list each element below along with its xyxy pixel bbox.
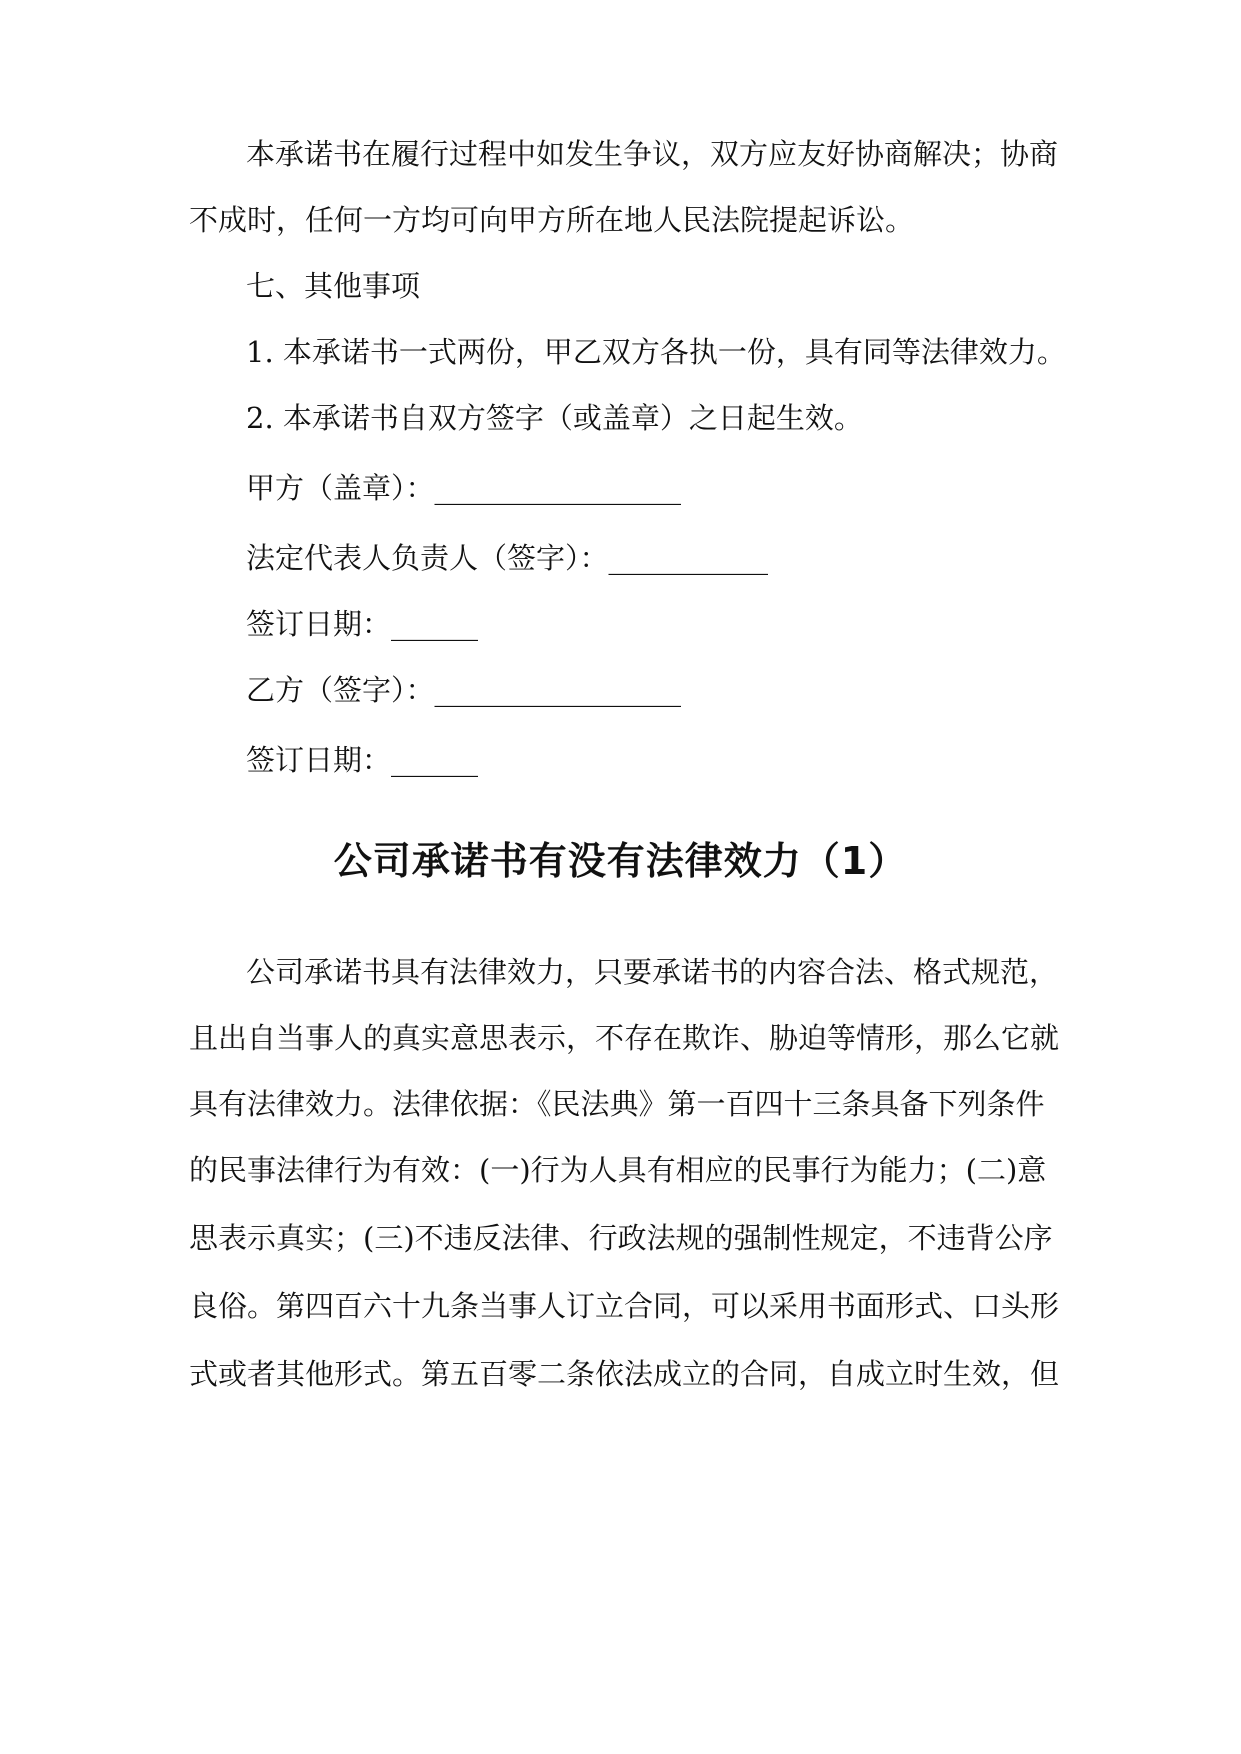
dispute-paragraph-line-2: 不成时，任何一方均可向甲方所在地人民法院提起诉讼。 bbox=[189, 203, 915, 237]
body-line-3: 具有法律效力。法律依据：《民法典》第一百四十三条具备下列条件 bbox=[189, 1087, 1045, 1121]
section-heading-other-matters: 七、其他事项 bbox=[246, 269, 421, 303]
signature-party-a: 甲方（盖章）：_________________ bbox=[246, 471, 682, 505]
body-line-6: 良俗。第四百六十九条当事人订立合同，可以采用书面形式、口头形 bbox=[189, 1289, 1060, 1323]
list-item-2: 2. 本承诺书自双方签字（或盖章）之日起生效。 bbox=[246, 401, 863, 435]
body-line-5: 思表示真实；(三)不违反法律、行政法规的强制性规定，不违背公序 bbox=[189, 1221, 1053, 1255]
dispute-paragraph-line-1: 本承诺书在履行过程中如发生争议，双方应友好协商解决；协商 bbox=[246, 137, 1059, 171]
signature-party-b: 乙方（签字）：_________________ bbox=[246, 673, 682, 707]
signature-legal-representative: 法定代表人负责人（签字）：___________ bbox=[246, 541, 769, 575]
signing-date-1: 签订日期：______ bbox=[246, 607, 479, 641]
body-line-4: 的民事法律行为有效：(一)行为人具有相应的民事行为能力；(二)意 bbox=[189, 1153, 1047, 1187]
body-line-2: 且出自当事人的真实意思表示，不存在欺诈、胁迫等情形，那么它就 bbox=[189, 1021, 1060, 1055]
body-line-7: 式或者其他形式。第五百零二条依法成立的合同，自成立时生效，但 bbox=[189, 1357, 1060, 1391]
section-title: 公司承诺书有没有法律效力（1） bbox=[333, 839, 908, 883]
body-line-1: 公司承诺书具有法律效力，只要承诺书的内容合法、格式规范， bbox=[246, 955, 1059, 989]
signing-date-2: 签订日期：______ bbox=[246, 743, 479, 777]
list-item-1: 1. 本承诺书一式两份，甲乙双方各执一份，具有同等法律效力。 bbox=[246, 335, 1066, 369]
